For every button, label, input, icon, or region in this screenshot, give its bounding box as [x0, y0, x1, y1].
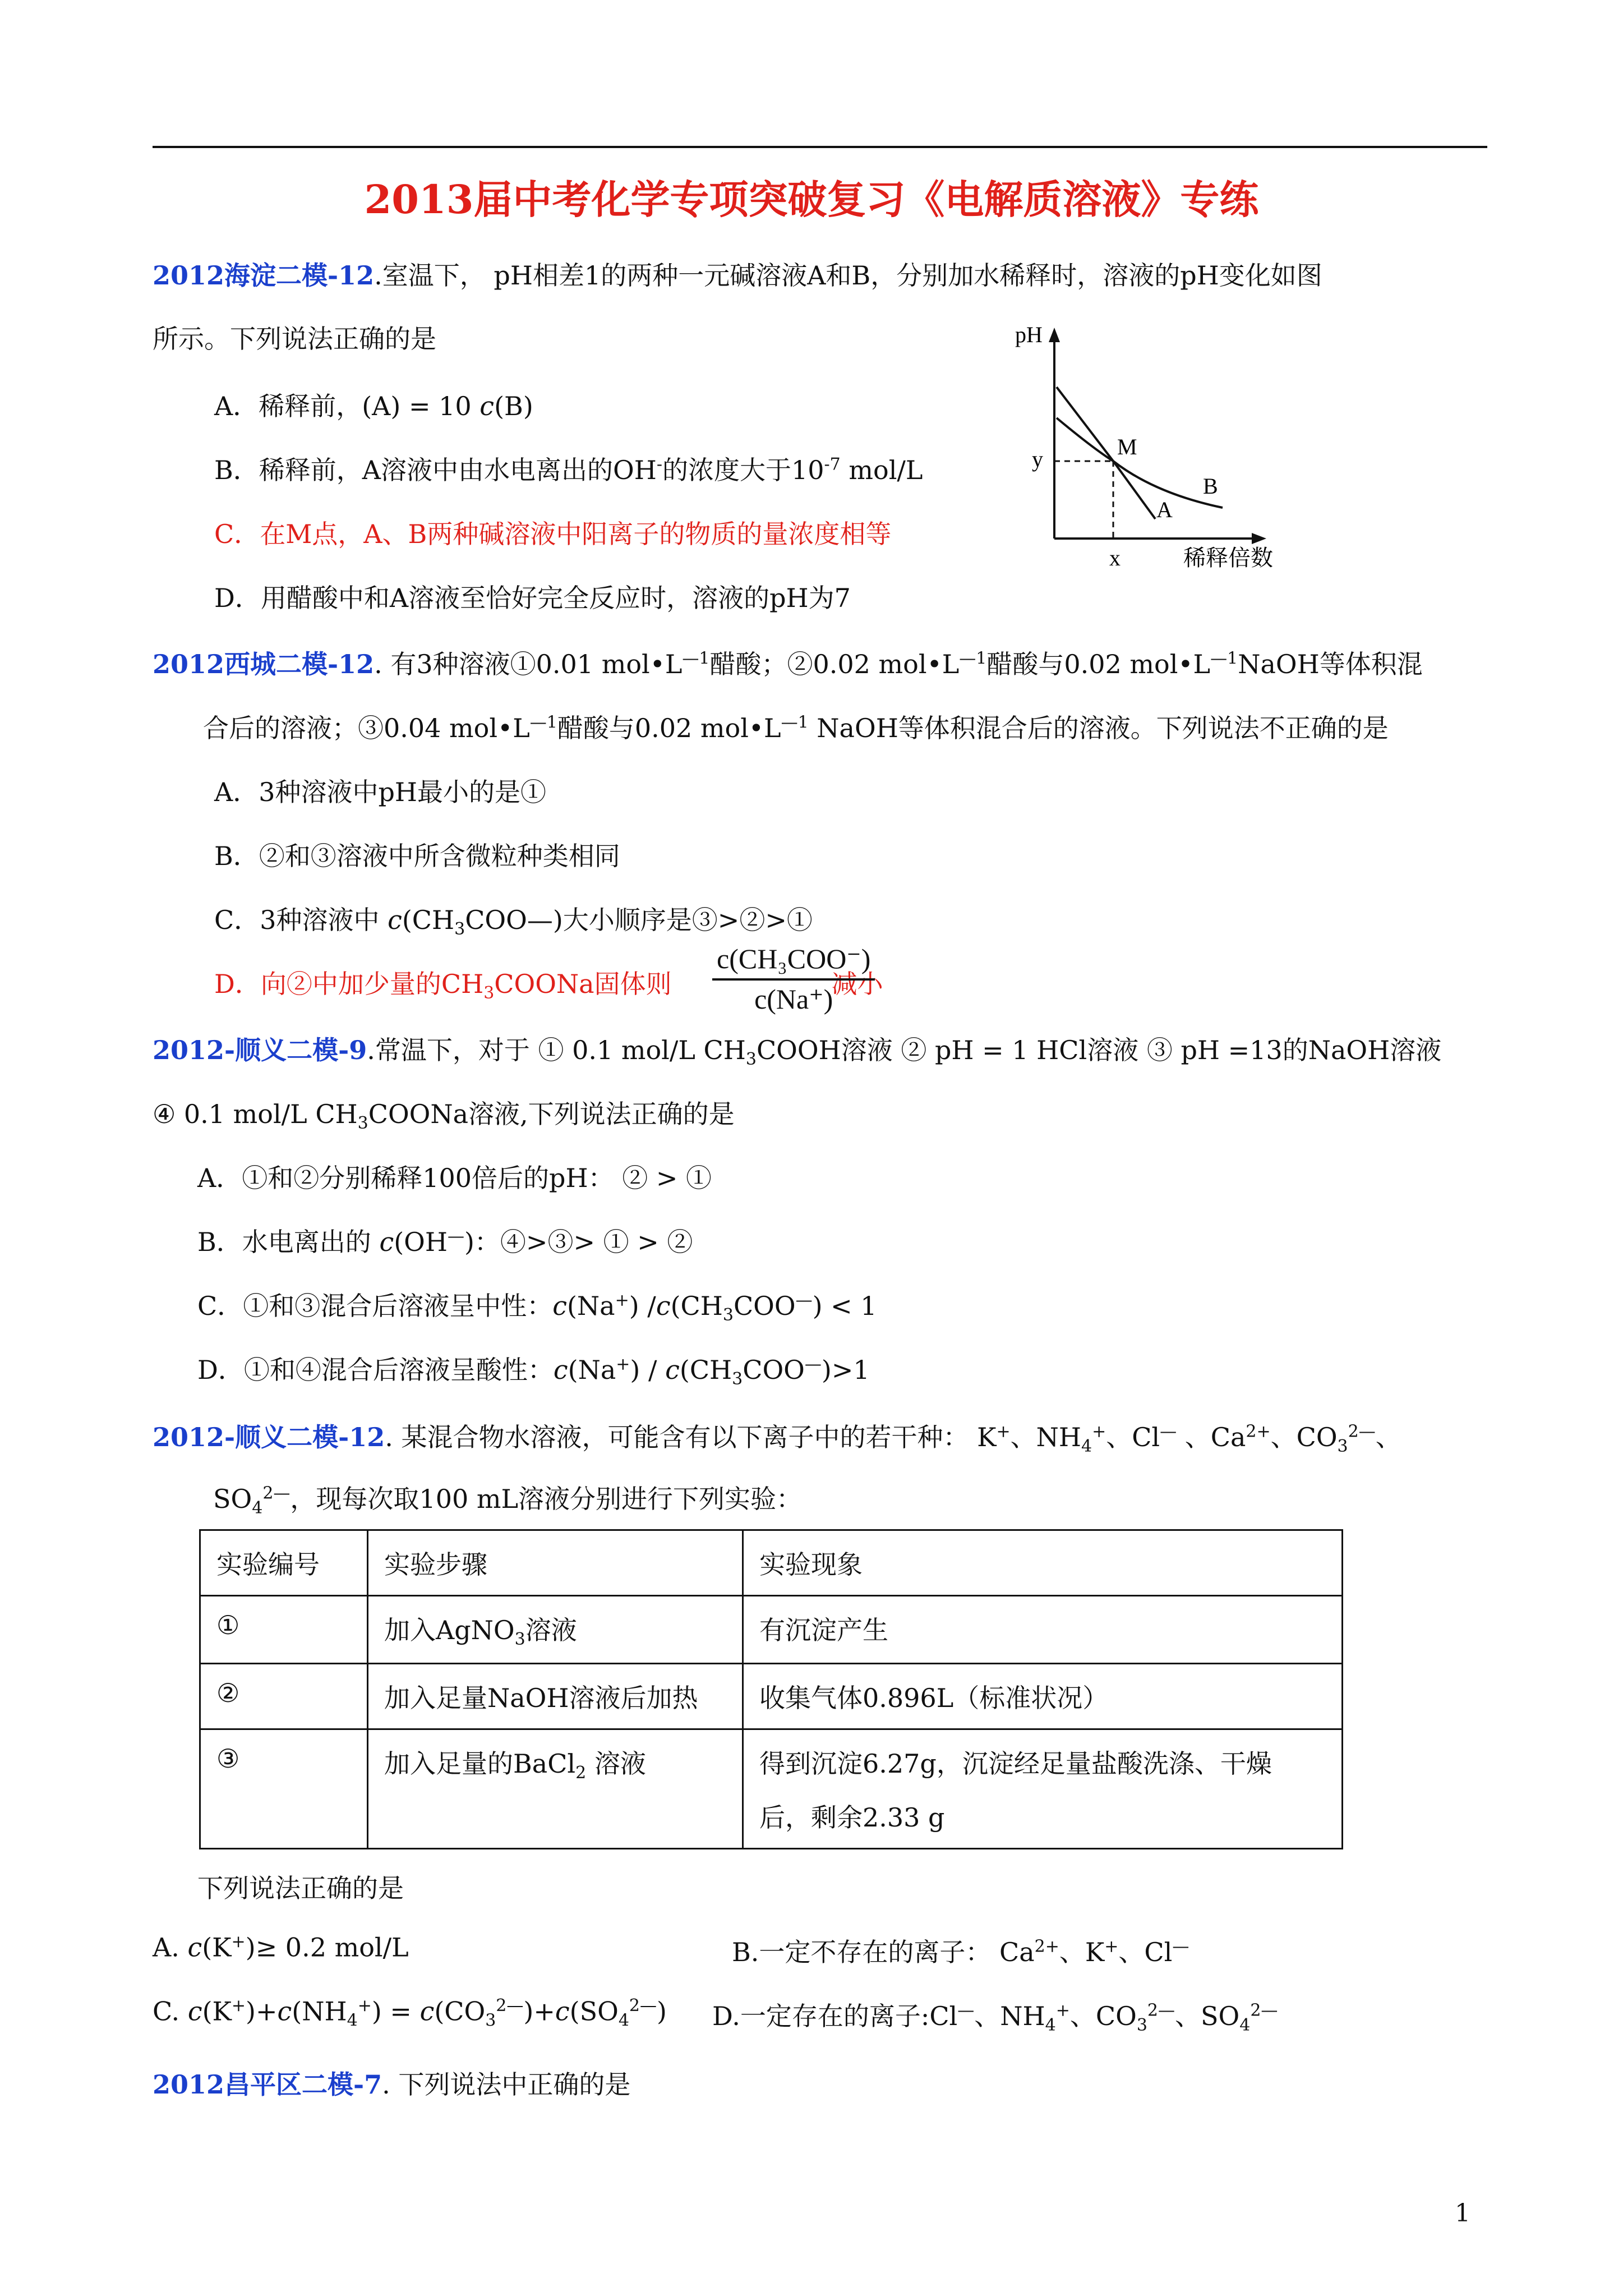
graph-curve-a: [1057, 387, 1155, 519]
q3-option-c: C．①和③混合后溶液呈中性：c(Na+) $/c(CH_3COO^—) < 1$: [197, 1290, 877, 1326]
page-title: 2013届中考化学专项突破复习《电解质溶液》专练: [364, 176, 1259, 223]
q4-stem-line2: $SO_4^{2—}$，现每次取100 mL溶液分别进行下列实验：: [213, 1483, 803, 1519]
graph-label-b: B: [1203, 473, 1218, 499]
q5-stem: 2012昌平区二模-7. 下列说法中正确的是: [153, 2069, 631, 2100]
table-cell: 加入AgNO$_3$溶液: [368, 1596, 743, 1664]
graph-x-mark: x: [1109, 545, 1121, 570]
table-row: [200, 1596, 1343, 1664]
header-cell: 实验步骤: [368, 1530, 743, 1596]
q1-ph-graph: [1009, 320, 1301, 572]
page-number: 1: [1455, 2199, 1470, 2228]
q3-stem-line2: ④ 0.1 mol/L $CH_3COONa$溶液,下列说法正确的是: [153, 1099, 735, 1134]
q2-concentration-fraction: [712, 942, 875, 1015]
header-cell: 实验编号: [200, 1530, 368, 1596]
q3-source: 2012-顺义二模-9: [153, 1035, 367, 1065]
q5-source: 2012昌平区二模-7: [153, 2069, 382, 2100]
q2-option-c: C．3种溶液中 $c(CH_3COO—)$大小顺序是③>②>①: [214, 905, 813, 940]
q4-option-a: A. c(K+)≥ 0.2 mol/L: [153, 1932, 409, 1963]
table-cell: ①: [200, 1596, 368, 1664]
q1-stem-line2: 所示。下列说法正确的是: [153, 324, 436, 354]
q1-option-d: D．用醋酸中和A溶液至恰好完全反应时，溶液的pH为7: [214, 583, 851, 613]
q4-option-c: C. $c(K^+)+c(NH_4^+) = c(CO_3^{2—})+c(SO_4^{2—})$: [153, 1996, 667, 2031]
q3-option-b: B．水电离出的 c(OH—)：④>③> ① > ②: [197, 1226, 693, 1257]
table-cell: 得到沉淀6.27g，沉淀经足量盐酸洗涤、干燥 后，剩余2.33 g: [743, 1729, 1343, 1849]
header-rule: [153, 146, 1487, 148]
q3-option-d: D．①和④混合后溶液呈酸性：$c(Na^+) / c(CH_3COO^—)>1$: [197, 1354, 870, 1389]
graph-curve-b: [1057, 418, 1223, 508]
graph-label-a: A: [1156, 497, 1173, 522]
graph-y-mark: y: [1032, 447, 1043, 472]
q4-ask: 下列说法正确的是: [197, 1873, 404, 1903]
q2-stem-line2: 合后的溶液；③0.04 $mol•L^{—1}$醋酸与0.02 $mol•L^{—1}$ NaOH等体积混合后的溶液。下列说法不正确的是: [203, 712, 1389, 743]
table-header-row: [200, 1530, 1343, 1596]
q4-source: 2012-顺义二模-12: [153, 1422, 385, 1452]
graph-x-label: 稀释倍数: [1183, 545, 1273, 571]
graph-x-arrow: [1252, 533, 1266, 544]
table-row: [200, 1729, 1343, 1849]
graph-point-m: M: [1117, 434, 1137, 459]
graph-y-label: pH: [1015, 322, 1043, 347]
q2-stem-line1: 2012西城二模-12. 有3种溶液①0.01 $mol•L^{—1}$醋酸；②0.02 $mol•L^{—1}$醋酸与0.02 $mol•L^{—1}NaOH$等体积混: [153, 648, 1423, 679]
table-row: [200, 1664, 1343, 1729]
table-cell: 收集气体0.896L（标准状况）: [743, 1664, 1343, 1729]
q2-option-b: B．②和③溶液中所含微粒种类相同: [214, 841, 620, 871]
table-cell: ③: [200, 1729, 368, 1849]
q1-option-a: A．稀释前，(A) = 10 c(B): [214, 391, 533, 421]
q1-source: 2012海淀二模-12: [153, 260, 375, 291]
experiment-table: [199, 1529, 1343, 1849]
q1-stem-line1: 2012海淀二模-12.室温下， pH相差1的两种一元碱溶液A和B，分别加水稀释时，溶液的pH变化如图: [153, 260, 1322, 291]
q4-option-b: B.一定不存在的离子： $Ca^{2+}$、K+、Cl—: [732, 1936, 1189, 1967]
q4-option-d: D.一定存在的离子:Cl—、$NH_4^+$、$CO_3^{2—}$、$SO_4^{2—}$: [712, 2000, 1278, 2036]
q4-stem-line1: 2012-顺义二模-12. 某混合物水溶液，可能含有以下离子中的若干种： K+、$NH_4^+$、Cl— 、$Ca^{2+}$、$CO_3^{2—}$、: [153, 1421, 1401, 1457]
q2-option-a: A．3种溶液中pH最小的是①: [214, 777, 547, 807]
table-cell: 加入足量NaOH溶液后加热: [368, 1664, 743, 1729]
header-cell: 实验现象: [743, 1530, 1343, 1596]
table-cell: 加入足量的BaCl$_2$ 溶液: [368, 1729, 743, 1849]
q1-option-b: B．稀释前，A溶液中由水电离出的OH-的浓度大于$10^{-7}$ mol/L: [214, 454, 923, 485]
q3-option-a: A．①和②分别稀释100倍后的pH： ② > ①: [197, 1163, 712, 1193]
graph-y-arrow: [1049, 328, 1060, 342]
q2-source: 2012西城二模-12: [153, 649, 375, 679]
q3-stem-line1: 2012-顺义二模-9.常温下，对于 ① 0.1 mol/L $CH_3COOH$溶液 ② pH = 1 HCl溶液 ③ pH =13的NaOH溶液: [153, 1035, 1442, 1070]
table-cell: ②: [200, 1664, 368, 1729]
fraction-numerator: c(CH₃COO⁻): [712, 942, 875, 981]
q2-option-d: D．向②中加少量的$CH_3COONa$固体则 减小: [214, 969, 883, 1004]
table-cell: 有沉淀产生: [743, 1596, 1343, 1664]
fraction-denominator: c(Na⁺): [754, 983, 833, 1015]
q1-option-c: C．在M点，A、B两种碱溶液中阳离子的物质的量浓度相等: [214, 519, 892, 549]
